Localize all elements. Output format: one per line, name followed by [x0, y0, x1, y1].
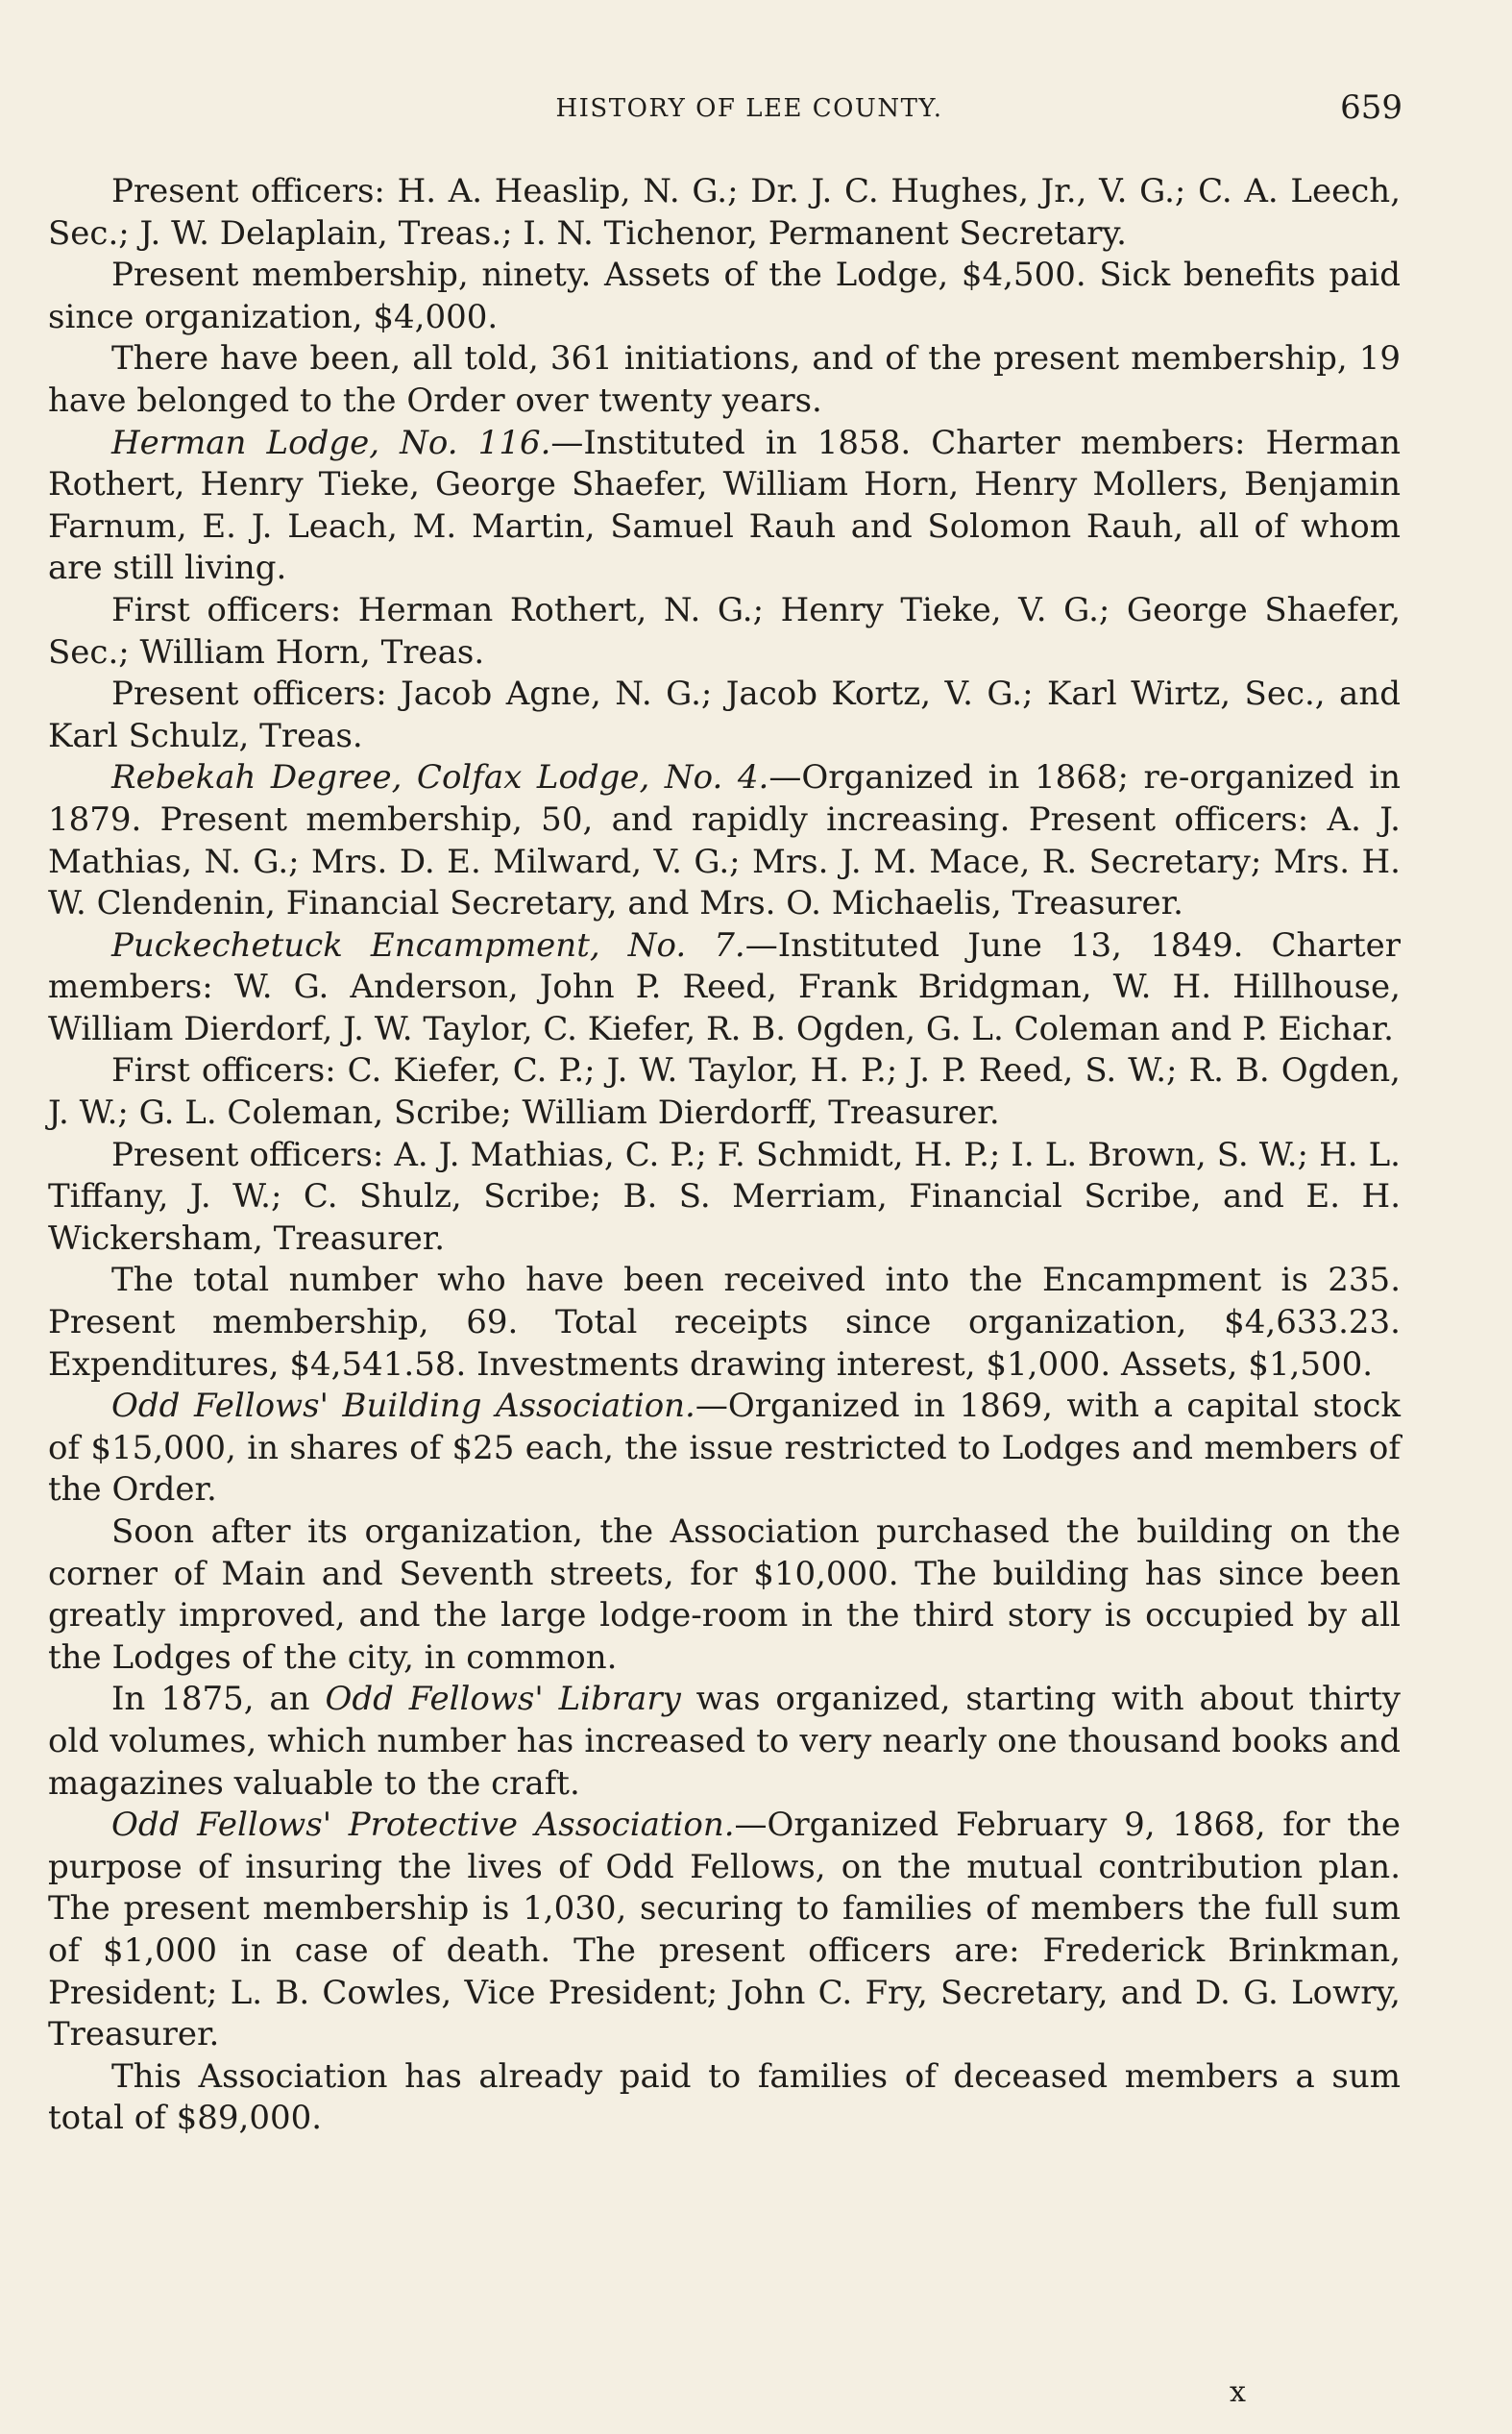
page-number: 659	[1340, 88, 1402, 127]
paragraph: Odd Fellows' Building Association.—Organized in 1869, with a capital stock of $15,000, in shares of $25 each, the issue restricted to Lodges and members of the Order.	[48, 1387, 1401, 1510]
paragraph: The total number who have been received into the Encampment is 235. Present membership, 69. Total receipts since organization, $4,633.23. Expenditures, $4,541.58. Investments drawing interest, $1,000. Assets, $1,500.	[48, 1261, 1401, 1384]
paragraph: In 1875, an Odd Fellows' Library was organized, starting with about thirty old volumes, which number has increased to very nearly one thousand books and magazines valuable to the craft.	[48, 1680, 1401, 1803]
paragraph: Present officers: A. J. Mathias, C. P.; F. Schmidt, H. P.; I. L. Brown, S. W.; H. L. Tiffany, J. W.; C. Shulz, Scribe; B. S. Merriam, Financial Scribe, and E. H. Wickersham, Treasurer.	[48, 1135, 1401, 1258]
section-title: Puckechetuck Encampment, No. 7.	[111, 925, 745, 965]
paragraph: Puckechetuck Encampment, No. 7.—Instituted June 13, 1849. Charter members: W. G. Anderson, John P. Reed, Frank Bridgman, W. H. Hillhouse, William Dierdorf, J. W. Taylor, C. Kiefer, R. B. Ogden, G. L. Coleman and P. Eichar.	[48, 925, 1401, 1048]
paragraph: First officers: Herman Rothert, N. G.; Henry Tieke, V. G.; George Shaefer, Sec.; William Horn, Treas.	[48, 590, 1401, 672]
paragraph: Soon after its organization, the Association purchased the building on the corner of Main and Seventh streets, for $10,000. The building has since been greatly improved, and the large lodge-room in the third story is occupied by all the Lodges of the city, in common.	[48, 1512, 1401, 1677]
section-title: Odd Fellows' Building Association.	[111, 1387, 695, 1426]
paragraph: Present officers: Jacob Agne, N. G.; Jacob Kortz, V. G.; Karl Wirtz, Sec., and Karl Schulz, Treas.	[48, 675, 1401, 755]
page-header	[96, 88, 1402, 136]
signature-mark: x	[1230, 2375, 1246, 2409]
paragraph: First officers: C. Kiefer, C. P.; J. W. Taylor, H. P.; J. P. Reed, S. W.; R. B. Ogden, J. W.; G. L. Coleman, Scribe; William Dierdorff, Treasurer.	[48, 1051, 1401, 1133]
paragraph: There have been, all told, 361 initiations, and of the present membership, 19 have belonged to the Order over twenty years.	[48, 339, 1401, 420]
running-head: HISTORY OF LEE COUNTY.	[555, 94, 943, 123]
paragraph: Rebekah Degree, Colfax Lodge, No. 4.—Organized in 1868; re-organized in 1879. Present membership, 50, and rapidly increasing. Present officers: A. J. Mathias, N. G.; Mrs. D. E. Milward, V. G.; Mrs. J. M. Mace, R. Secretary; Mrs. H. W. Clendenin, Financial Secretary, and Mrs. O. Michaelis, Treasurer.	[48, 758, 1401, 923]
section-title: Odd Fellows' Protective Association.	[111, 1806, 735, 1845]
paragraph: Odd Fellows' Protective Association.—Organized February 9, 1868, for the purpose of insuring the lives of Odd Fellows, on the mutual contribution plan. The present membership is 1,030, securing to families of members the full sum of $1,000 in case of death. The present officers are: Frederick Brinkman, President; L. B. Cowles, Vice President; John C. Fry, Secretary, and D. G. Lowry, Treasurer.	[48, 1806, 1401, 2054]
paragraph: This Association has already paid to families of deceased members a sum total of $89,000.	[48, 2056, 1401, 2138]
section-title: Rebekah Degree, Colfax Lodge, No. 4.	[111, 758, 769, 798]
paragraph: Present membership, ninety. Assets of the Lodge, $4,500. Sick benefits paid since organization, $4,000.	[48, 256, 1401, 336]
section-title: Odd Fellows' Library	[325, 1680, 681, 1719]
body-text	[48, 171, 1401, 2140]
paragraph: Present officers: H. A. Heaslip, N. G.; Dr. J. C. Hughes, Jr., V. G.; C. A. Leech, Sec.; J. W. Delaplain, Treas.; I. N. Tichenor, Permanent Secretary.	[48, 172, 1401, 253]
section-title: Herman Lodge, No. 116.	[111, 423, 551, 462]
paragraph: Herman Lodge, No. 116.—Instituted in 1858. Charter members: Herman Rothert, Henry Tieke, George Shaefer, William Horn, Henry Mollers, Benjamin Farnum, E. J. Leach, M. Martin, Samuel Rauh and Solomon Rauh, all of whom are still living.	[48, 423, 1401, 588]
